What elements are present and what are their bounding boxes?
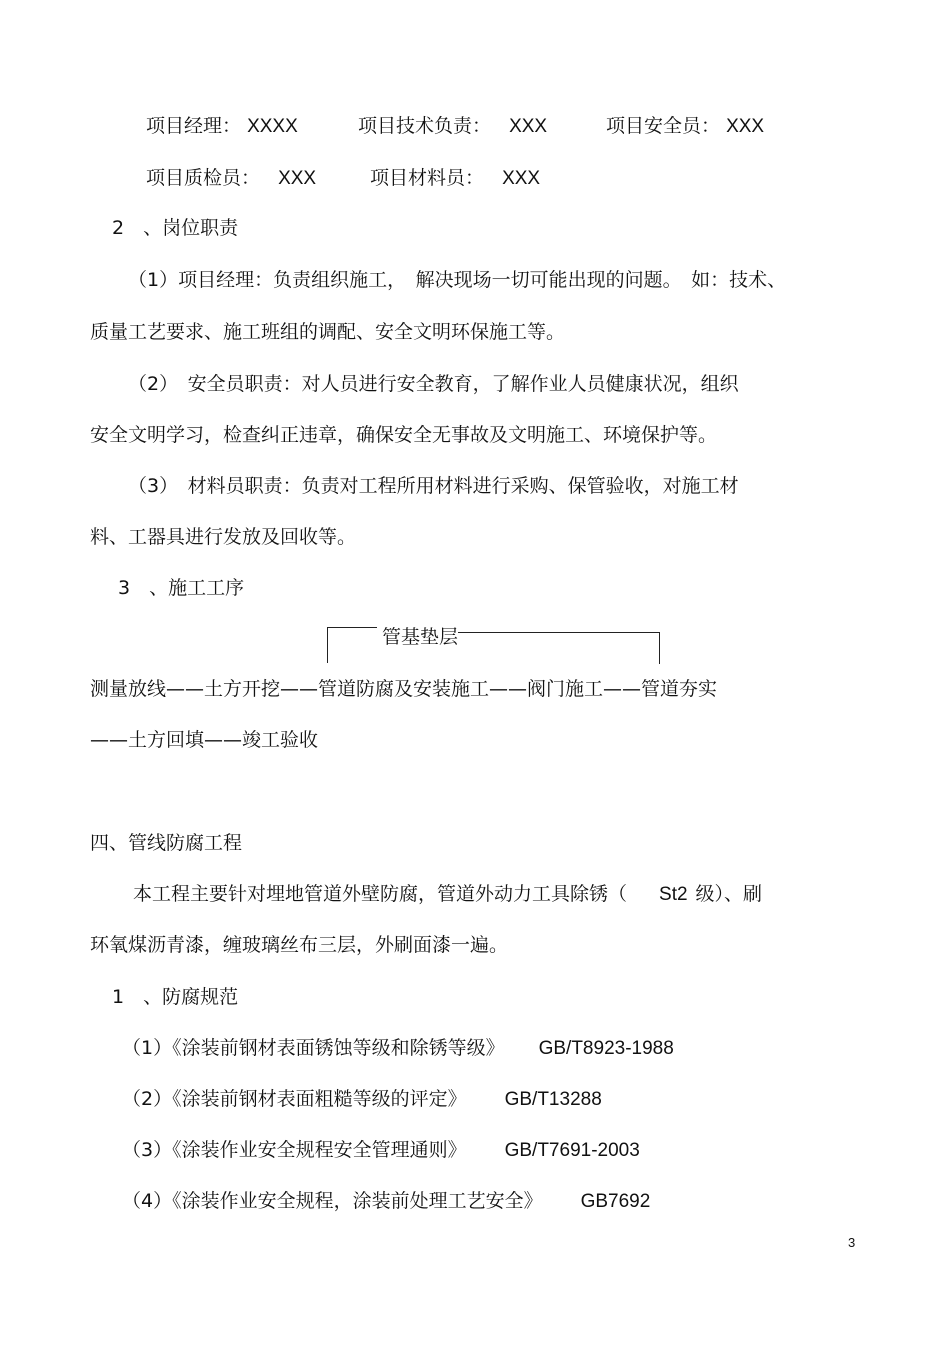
branch-bracket-left xyxy=(327,627,328,663)
staff-value: XXXX xyxy=(247,116,298,137)
branch-bracket-top-left xyxy=(327,627,377,628)
standard-item xyxy=(122,1034,674,1063)
intro-text-b: St2 xyxy=(659,884,688,905)
standard-code: GB/T7691-2003 xyxy=(504,1140,640,1161)
duty-item-1-line-2: 质量工艺要求、施工班组的调配、安全文明环保施工等。 xyxy=(90,321,566,343)
standard-item xyxy=(122,1085,602,1114)
standard-item xyxy=(122,1187,650,1216)
process-flow-line-1: 测量放线——土方开挖——管道防腐及安装施工——阀门施工——管道夯实 xyxy=(90,678,718,700)
staff-value: XXX xyxy=(278,168,317,189)
standard-code: GB7692 xyxy=(580,1191,651,1212)
section-intro-line-2: 环氧煤沥青漆，缠玻璃丝布三层，外刷面漆一遍。 xyxy=(90,934,509,956)
staff-label: 项目经理： xyxy=(146,115,242,137)
staff-row-1 xyxy=(146,112,298,141)
duty-item-1-line-1: （1）项目经理：负责组织施工， 解决现场一切可能出现的问题。 如：技术、 xyxy=(128,269,787,291)
branch-bracket-right xyxy=(659,632,660,664)
intro-text-c: 级）、刷 xyxy=(695,883,763,905)
duties-heading: 2 、岗位职责 xyxy=(112,217,239,239)
staff-label: 项目安全员： xyxy=(606,115,721,137)
duty-item-2-line-1: （2） 安全员职责：对人员进行安全教育，了解作业人员健康状况，组织 xyxy=(128,373,739,395)
branch-bracket-top-right xyxy=(458,632,660,633)
standard-title: （3）《涂装作业安全规程安全管理通则》 xyxy=(122,1139,467,1161)
staff-value: XXX xyxy=(726,116,765,137)
standard-title: （4）《涂装作业安全规程，涂装前处理工艺安全》 xyxy=(122,1190,543,1212)
staff-row-1b xyxy=(358,112,547,141)
staff-row-1c xyxy=(606,112,764,141)
standards-heading: 1 、防腐规范 xyxy=(112,986,239,1008)
section-intro-line-1 xyxy=(133,880,762,909)
duty-item-2-line-2: 安全文明学习，检查纠正违章，确保安全无事故及文明施工、环境保护等。 xyxy=(90,424,718,446)
staff-label: 项目技术负责： xyxy=(358,115,492,137)
staff-label: 项目材料员： xyxy=(370,167,485,189)
process-flow-line-2: ——土方回填——竣工验收 xyxy=(90,729,319,751)
standard-code: GB/T13288 xyxy=(504,1089,602,1110)
section-title: 四、管线防腐工程 xyxy=(90,832,243,854)
page-number: 3 xyxy=(848,1235,856,1250)
staff-value: XXX xyxy=(502,168,541,189)
branch-label: 管基垫层 xyxy=(382,626,459,648)
staff-row-2 xyxy=(146,164,316,193)
staff-row-2b xyxy=(370,164,540,193)
process-heading: 3 、施工工序 xyxy=(118,577,245,599)
standard-title: （2）《涂装前钢材表面粗糙等级的评定》 xyxy=(122,1088,467,1110)
duty-item-3-line-2: 料、工器具进行发放及回收等。 xyxy=(90,526,357,548)
intro-text-a: 本工程主要针对埋地管道外壁防腐，管道外动力工具除锈（ xyxy=(133,883,628,905)
standard-code: GB/T8923-1988 xyxy=(538,1038,674,1059)
standard-title: （1）《涂装前钢材表面锈蚀等级和除锈等级》 xyxy=(122,1037,505,1059)
staff-label: 项目质检员： xyxy=(146,167,261,189)
staff-value: XXX xyxy=(509,116,548,137)
standard-item xyxy=(122,1136,640,1165)
duty-item-3-line-1: （3） 材料员职责：负责对工程所用材料进行采购、保管验收，对施工材 xyxy=(128,475,739,497)
